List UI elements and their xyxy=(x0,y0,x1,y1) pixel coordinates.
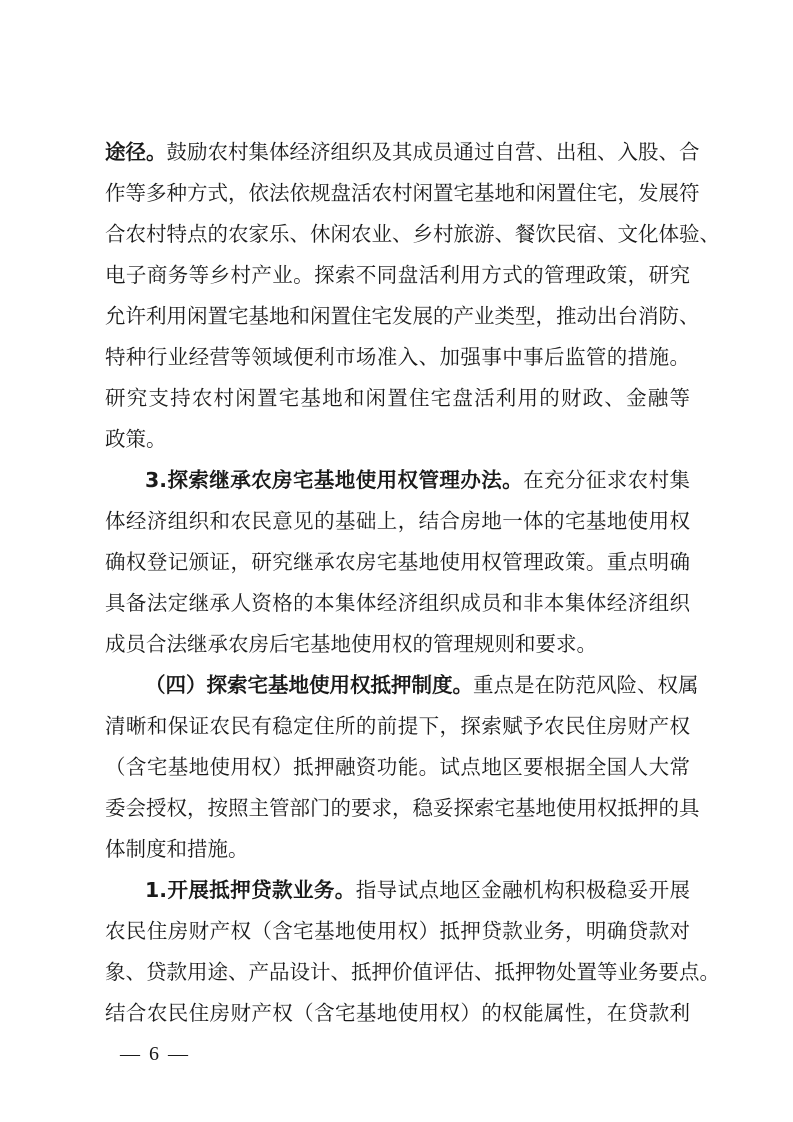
paragraph-line: 特种行业经营等领域便利市场准入、加强事中事后监管的措施。 xyxy=(105,345,690,369)
paragraph-heading: 3.探索继承农房宅基地使用权管理办法。 xyxy=(145,468,524,492)
paragraph-line: 合农村特点的农家乐、休闲农业、乡村旅游、餐饮民宿、文化体验、 xyxy=(105,222,720,246)
paragraph-text: 鼓励农村集体经济组织及其成员通过自营、出租、入股、合 xyxy=(166,140,700,164)
paragraph-line xyxy=(145,466,690,494)
paragraph-line: 电子商务等乡村产业。探索不同盘活利用方式的管理政策，研究 xyxy=(105,263,690,287)
paragraph-line: 委会授权，按照主管部门的要求，稳妥探索宅基地使用权抵押的具 xyxy=(105,796,700,820)
paragraph-line: 象、贷款用途、产品设计、抵押价值评估、抵押物处置等业务要点。 xyxy=(105,960,720,984)
paragraph-line xyxy=(105,138,700,166)
section-heading: （四）探索宅基地使用权抵押制度。 xyxy=(145,673,473,697)
paragraph-line: 农民住房财产权（含宅基地使用权）抵押贷款业务，明确贷款对 xyxy=(105,919,690,943)
paragraph-heading: 途径。 xyxy=(105,140,167,164)
paragraph-line: 体制度和措施。 xyxy=(105,837,249,861)
paragraph-line: 研究支持农村闲置宅基地和闲置住宅盘活利用的财政、金融等 xyxy=(105,386,690,410)
paragraph-line: 确权登记颁证，研究继承农房宅基地使用权管理政策。重点明确 xyxy=(105,550,690,574)
paragraph-text: 重点是在防范风险、权属 xyxy=(473,673,699,697)
paragraph-text: 指导试点地区金融机构积极稳妥开展 xyxy=(355,878,690,902)
paragraph-line: 成员合法继承农房后宅基地使用权的管理规则和要求。 xyxy=(105,632,597,656)
paragraph-line: 清晰和保证农民有稳定住所的前提下，探索赋予农民住房财产权 xyxy=(105,714,690,738)
paragraph-text: 在充分征求农村集 xyxy=(523,468,691,492)
paragraph-line: 允许利用闲置宅基地和闲置住宅发展的产业类型，推动出台消防、 xyxy=(105,304,700,328)
paragraph-line: 结合农民住房财产权（含宅基地使用权）的权能属性，在贷款利 xyxy=(105,1001,690,1025)
paragraph-line: 作等多种方式，依法依规盘活农村闲置宅基地和闲置住宅，发展符 xyxy=(105,181,700,205)
paragraph-line xyxy=(145,671,699,699)
paragraph-line: 具备法定继承人资格的本集体经济组织成员和非本集体经济组织 xyxy=(105,591,690,615)
paragraph-heading: 1.开展抵押贷款业务。 xyxy=(145,878,356,902)
page-number: — 6 — xyxy=(120,1043,190,1065)
paragraph-line xyxy=(145,876,690,904)
paragraph-line: 体经济组织和农民意见的基础上，结合房地一体的宅基地使用权 xyxy=(105,509,690,533)
paragraph-line: （含宅基地使用权）抵押融资功能。试点地区要根据全国人大常 xyxy=(105,755,690,779)
paragraph-line: 政策。 xyxy=(105,427,167,451)
